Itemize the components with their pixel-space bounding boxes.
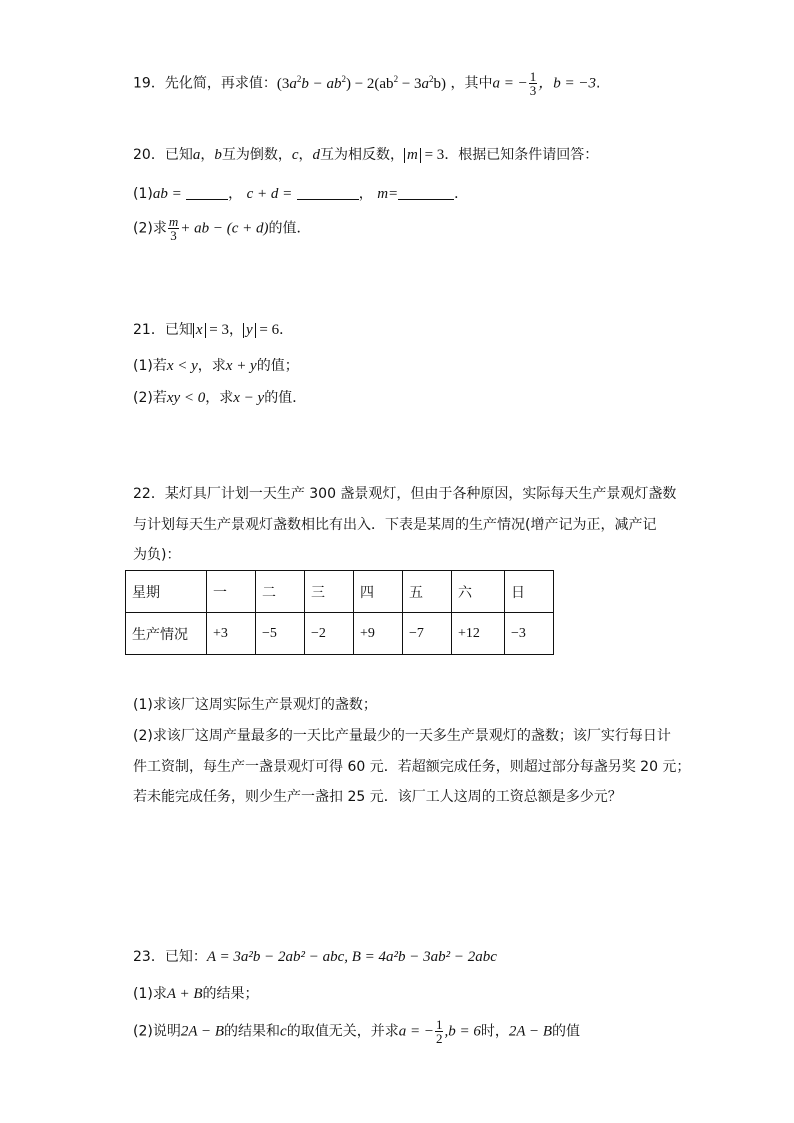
table-cell-day: 五 [403, 571, 452, 613]
production-table [125, 570, 554, 655]
answer-blank-cd[interactable] [297, 185, 359, 200]
question-22-line-1: 22．某灯具厂计划一天生产 300 盏景观灯，但由于各种原因，实际每天生产景观灯盏数 [133, 486, 677, 502]
table-header-production: 生产情况 [126, 613, 207, 655]
q19-a-fraction: $\frac{1}{3}$ [529, 69, 537, 98]
table-cell-value: −7 [403, 613, 452, 655]
answer-blank-m[interactable] [398, 185, 454, 200]
question-22-line-3: 为负)： [133, 547, 181, 563]
q19-middle: ，其中 [450, 75, 493, 92]
q19-a-eq: a = − [492, 75, 528, 92]
answer-blank-ab[interactable] [186, 185, 228, 200]
question-20-part-1: (1)ab = ， c + d = ， m= ． [133, 186, 469, 202]
table-cell-day: 二 [256, 571, 305, 613]
question-22-part-1: (1)求该厂这周实际生产景观灯的盏数； [133, 697, 377, 713]
table-cell-day: 六 [452, 571, 505, 613]
table-cell-day: 日 [505, 571, 554, 613]
question-22-line-2: 与计划每天生产景观灯盏数相比有出入．下表是某周的生产情况(增产记为正，减产记 [133, 517, 657, 533]
table-cell-value: −3 [505, 613, 554, 655]
question-23-part-1: (1)求A + B的结果； [133, 986, 259, 1002]
table-cell-day: 三 [305, 571, 354, 613]
q19-expr-a: (3 [276, 75, 290, 92]
question-19: 19．先化简，再求值：$(3a^2b - ab^2) - 2(ab^2 - 3a^2b)$ ，其中a = − $\frac{1}{3}$ ，b = −3. [133, 69, 601, 98]
q19-expr-c: ) − 2(ab [345, 75, 394, 92]
q19-expr-b: b − ab [301, 75, 342, 92]
q19-expr-e: b) [433, 75, 447, 92]
question-21-part-2: (2)若xy < 0，求x − y的值． [133, 390, 307, 406]
table-row [126, 613, 554, 655]
q23-expression: A = 3a²b − 2ab² − abc, B = 4a²b − 3ab² − 2abc [206, 949, 497, 965]
table-cell-value: +9 [354, 613, 403, 655]
q19-b-eq: ，b = −3 [538, 75, 596, 92]
q19-prefix: 19．先化简，再求值： [133, 75, 277, 92]
q20-fraction: $\frac{m}{3}$ [168, 214, 179, 243]
table-cell-value: +12 [452, 613, 505, 655]
table-cell-value: −5 [256, 613, 305, 655]
question-20-intro: 20．已知a，b互为倒数，c，d互为相反数， m = 3．根据已知条件请回答： [133, 147, 599, 163]
table-cell-value: −2 [305, 613, 354, 655]
table-cell-day: 四 [354, 571, 403, 613]
question-21-intro: 21．已知 x = 3， y = 6． [133, 322, 294, 338]
table-cell-day: 一 [207, 571, 256, 613]
question-21-part-1: (1)若x < y，求x + y的值； [133, 358, 299, 374]
table-cell-value: +3 [207, 613, 256, 655]
q20-abs-m: m [404, 148, 421, 163]
question-22-part-2-line-1: (2)求该厂这周产量最多的一天比产量最少的一天多生产景观灯的盏数；该厂实行每日计 [133, 728, 671, 744]
question-22-part-2-line-3: 若未能完成任务，则少生产一盏扣 25 元．该厂工人这周的工资总额是多少元？ [133, 789, 622, 805]
q19-expr-d: − 3 [398, 75, 422, 92]
q23-fraction: $\frac{1}{2}$ [435, 1017, 443, 1046]
question-23-intro: 23．已知：A = 3a²b − 2ab² − abc, B = 4a²b − 3ab² − 2abc [133, 949, 497, 965]
question-23-part-2: (2)说明2A − B的结果和c的取值无关，并求a = − $\frac{1}{2}$ ,b = 6时，2A − B的值 [133, 1017, 581, 1046]
table-row [126, 571, 554, 613]
question-20-part-2: (2)求 $\frac{m}{3}$ + ab − (c + d)的值． [133, 214, 311, 243]
table-header-weekday: 星期 [126, 571, 207, 613]
question-22-part-2-line-2: 件工资制，每生产一盏景观灯可得 60 元．若超额完成任务，则超过部分每盏另奖 20 元； [133, 759, 691, 775]
